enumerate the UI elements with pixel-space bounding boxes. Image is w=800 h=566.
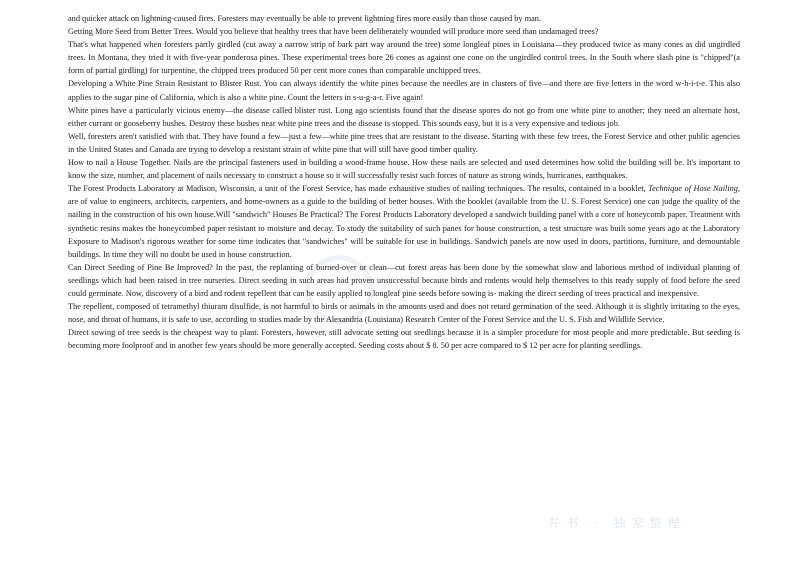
background-watermark-shape: ○ [300,230,379,335]
paragraph-more-seed-heading: Getting More Seed from Better Trees. Would you believe that healthy trees that have been deliberately wounded will produce more seed than undamaged trees? [68,27,599,37]
watermark-text: 井书 · 独家整理 [548,516,686,530]
paragraph-forest-products-lab [68,182,740,261]
paragraph-lightning-fires: and quicker attack on lightning-caused fires. Foresters may eventually be able to prevent lightning fires more easily than those caused by man. [68,14,542,23]
paragraph-resistant-trees: Well, foresters aren't satisfied with that. They have found a few—just a few—white pine trees that are resistant to the disease. Starting with these few trees, the Forest Service and other public agencies in the United States and Canada are trying to develop a resistant strain of white pine that will still have good timber quality. [68,131,740,154]
paragraph-white-pine-strain: Developing a White Pine Strain Resistant to Blister Rust. You can always identify the white pines because the needles are in clusters of five—and there are five letters in the word w-h-i-t-e. This also applies to the sugar pine of California, which is also a white pine. Count the letters in s-u-g-a-r. Five again! [68,79,740,102]
document-page [68,12,740,352]
paragraph-nail-house: How to nail a House Together. Nails are the principal fasteners used in building a wood-frame house. How these nails are selected and used determines how solid the building will be. It's important to know the size, number, and placement of nails necessary to construct a house so it will successfully resist such forces of nature as strong winds, hurricanes, earthquakes. [68,158,740,181]
paragraph-sowing-cost: Direct sowing of tree seeds is the cheapest way to plant. Foresters, however, still advocate setting out seedlings because it is a simpler procedure for most people and more predictable. But seeding is becoming more foolproof and in another few years should be more generally accepted. Seeding costs about $ 8. 50 per acre compared to $ 12 per acre for planting seedlings. [68,328,740,351]
booklet-title: Technique of Hose Nailing [648,184,738,194]
paragraph-direct-seeding: Can Direct Seeding of Pine Be Improved? In the past, the replanting of burned-over or clean—cut forest areas has been done by the somewhat slow and laborious method of individual planting of seedlings which had been raised in tree nurseries. Direct seeding in such areas had proven unsuccessful because birds and rodents would help themselves to this ready supply of food before the seed could germinate. Now, discovery of a bird and rodent repellent that can be easily applied to longleaf pine seeds before sowing is- making the direct seeding of trees practical and inexpensive. [68,262,740,298]
paragraph-girdled-pines: That's what happened when foresters partly girdled (cut away a narrow strip of bark part way around the tree) some longleaf pines in Louisiana—they produced twice as many cones as did ungirdled trees. In Montana, they tried it with five-year ponderosa pines. These experimental trees bore 26 cones as against one cone on the ungirdled control trees. In the South where slash pine is "chipped"(a form of partial girdling) for turpentine, the chipped trees produced 50 per cent more cones than comparable unchipped trees. [68,40,740,76]
nailing-text-after: , are of value to engineers, architects, carpenters, and home-owners as a guide to the building of better houses. With the booklet (available from the U. S. Forest Service) one can judge the quality of the nailing in the construction of his own house.Will "sandwich" Houses Be Practical? The Forest Products Laboratory developed a sandwich building panel with a core of honeycomb paper. Treatment with synthetic resins makes the honeycombed paper resistant to moisture and decay. To study the suitability of such panes for house construction, a test structure was built some years ago at the Laboratory Exposure to Madison's rigorous weather for some time indicates that "sandwiches" will be suitable for use in buildings. Sandwich panels are now used in doors, partitions, furniture, and demountable buildings. In time they will no doubt be used in house construction. [68,184,740,259]
paragraph-blister-rust: White pines have a particularly vicious enemy—the disease called blister rust. Long ago scientists found that the disease spores do not go from one white pine to another; they need an alternate host, either currant or gooseberry bushes. Destroy these bushes near white pine trees and the disease is stopped. This sounds easy, but it is a very expensive and tedious job. [68,105,740,128]
paragraph-repellent: The repellent, composed of tetramethyl thiuram disulfide, is not harmful to birds or animals in the amounts used and does not retard germination of the seed. Although it is slightly irritating to the eyes, nose, and throat of humans, it is safe to use, according to studies made by the Alexandria (Louisiana) Research Center of the Forest Service and the U. S. Fish and Wildlife Service. [68,302,740,325]
nailing-text-before: The Forest Products Laboratory at Madison, Wisconsin, a unit of the Forest Service, has made exhaustive studies of nailing techniques. The results, contained in a booklet, [68,184,649,194]
